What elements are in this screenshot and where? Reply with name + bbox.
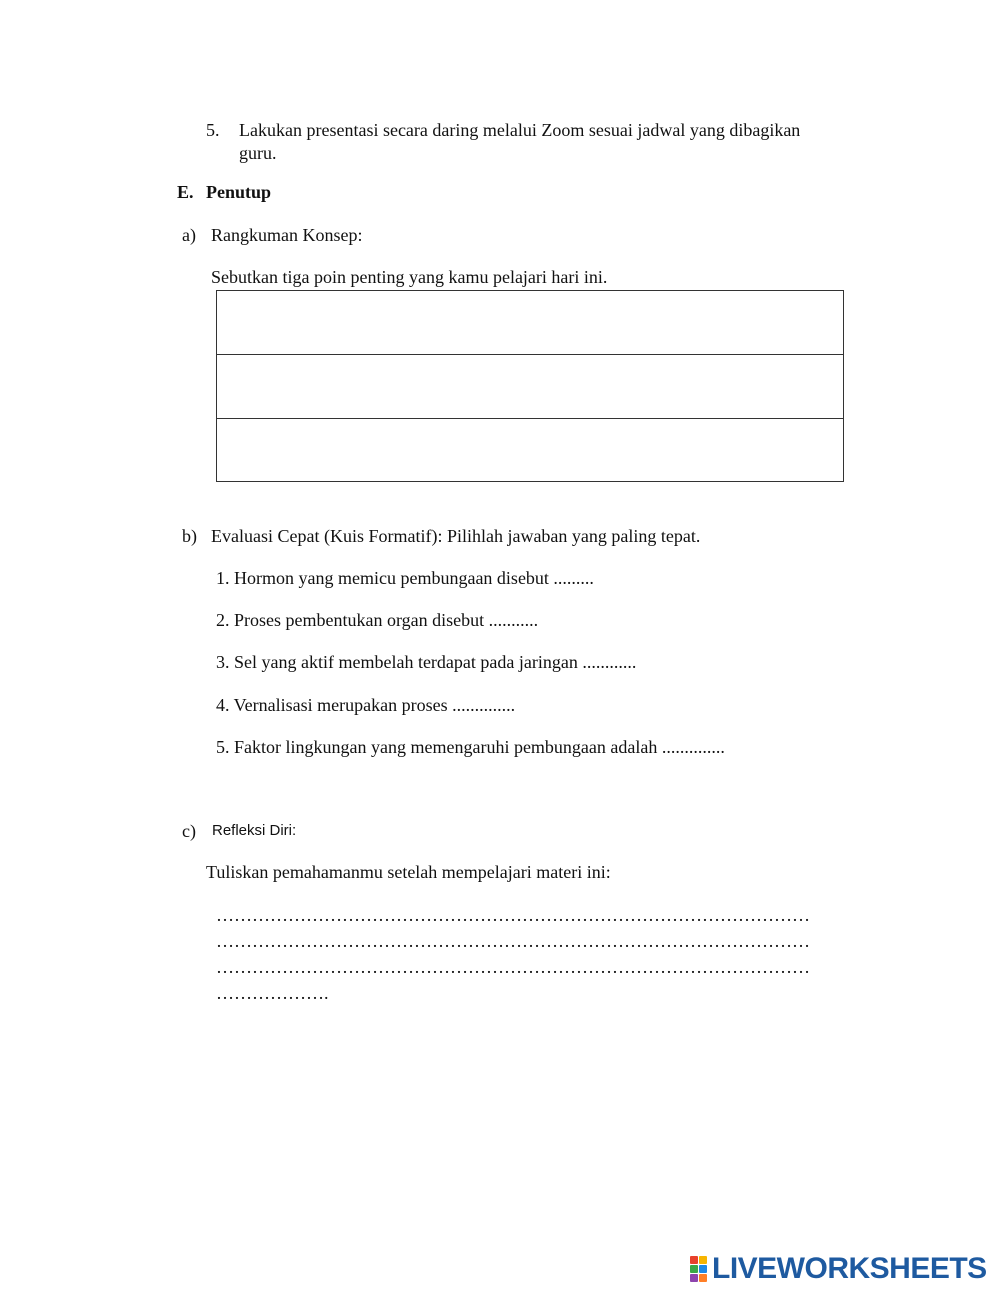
part-a-letter: a) xyxy=(182,225,196,245)
section-title: Penutup xyxy=(206,182,272,202)
summary-answer-box-2[interactable] xyxy=(217,355,843,419)
quiz-question-5: 5. Faktor lingkungan yang memengaruhi pembungaan adalah .............. xyxy=(216,737,725,757)
liveworksheets-icon xyxy=(690,1256,708,1282)
summary-answer-box-1[interactable] xyxy=(217,291,843,355)
quiz-question-1: 1. Hormon yang memicu pembungaan disebut ......... xyxy=(216,568,594,588)
concept-summary-table xyxy=(216,290,844,482)
brand-name: LIVEWORKSHEETS xyxy=(712,1252,987,1285)
reflection-line-1[interactable]: ……………………………………………………………………………………… xyxy=(216,905,810,925)
reflection-line-4[interactable]: ………………. xyxy=(216,983,329,1003)
section-letter: E. xyxy=(177,182,194,202)
item-text-line2: guru. xyxy=(239,143,277,163)
quiz-question-2: 2. Proses pembentukan organ disebut ........... xyxy=(216,610,539,630)
part-c-title: Refleksi Diri: xyxy=(212,822,297,839)
part-c-letter: c) xyxy=(182,821,196,841)
reflection-line-2[interactable]: ……………………………………………………………………………………… xyxy=(216,931,810,951)
liveworksheets-logo xyxy=(690,1252,987,1286)
reflection-line-3[interactable]: ……………………………………………………………………………………… xyxy=(216,957,810,977)
quiz-question-4: 4. Vernalisasi merupakan proses .............. xyxy=(216,695,516,715)
item-number: 5. xyxy=(206,120,220,140)
part-b-letter: b) xyxy=(182,526,197,546)
summary-answer-box-3[interactable] xyxy=(217,419,843,483)
quiz-question-3: 3. Sel yang aktif membelah terdapat pada jaringan ............ xyxy=(216,652,637,672)
part-a-instruction: Sebutkan tiga poin penting yang kamu pelajari hari ini. xyxy=(211,267,608,287)
item-text-line1: Lakukan presentasi secara daring melalui Zoom sesuai jadwal yang dibagikan xyxy=(239,120,801,140)
part-a-title: Rangkuman Konsep: xyxy=(211,225,363,245)
part-b-title: Evaluasi Cepat (Kuis Formatif): Pilihlah jawaban yang paling tepat. xyxy=(211,526,701,546)
part-c-instruction: Tuliskan pemahamanmu setelah mempelajari materi ini: xyxy=(206,862,611,882)
